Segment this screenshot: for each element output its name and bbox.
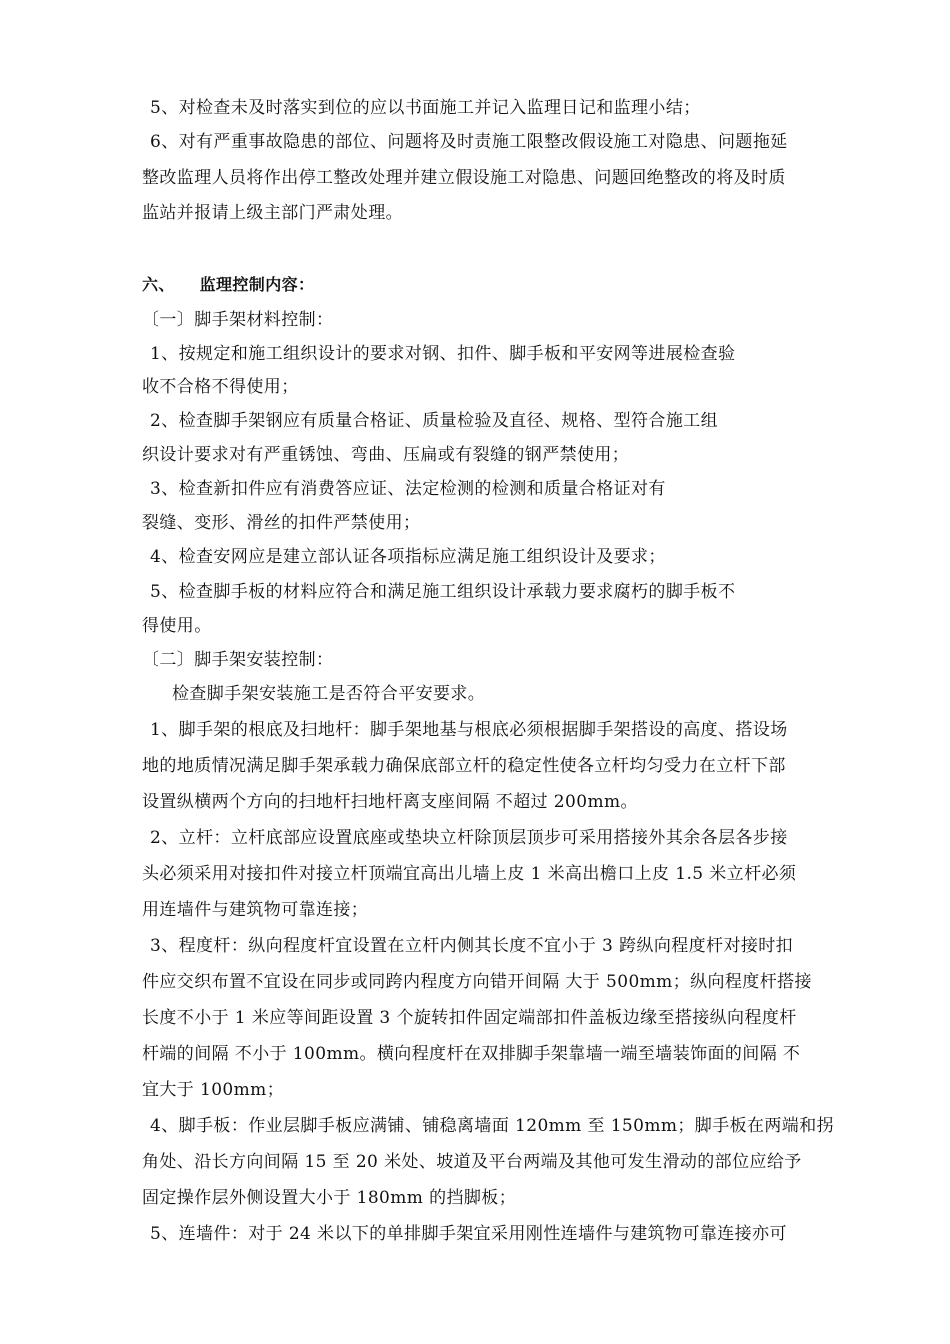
paragraph-line: 头必须采用对接扣件对接立杆顶端宜高出儿墙上皮 1 米高出檐口上皮 1.5 米立杆必须: [142, 864, 797, 884]
paragraph-line: 设置纵横两个方向的扫地杆扫地杆离支座间隔 不超过 200mm。: [142, 792, 638, 812]
paragraph-line: 1、脚手架的根底及扫地杆：脚手架地基与根底必须根据脚手架搭设的高度、搭设场: [150, 720, 788, 740]
paragraph-line: 2、立杆：立杆底部应设置底座或垫块立杆除顶层顶步可采用搭接外其余各层各步接: [150, 828, 788, 848]
paragraph-line: 1、按规定和施工组织设计的要求对钢、扣件、脚手板和平安网等进展检查验: [150, 344, 736, 364]
section-heading: 六、 监理控制内容：: [142, 275, 315, 294]
paragraph-line: 4、脚手板：作业层脚手板应满铺、铺稳离墙面 120mm 至 150mm；脚手板在两端和拐: [150, 1116, 835, 1136]
paragraph-line: 2、检查脚手架钢应有质量合格证、质量检验及直径、规格、型符合施工组: [150, 411, 719, 431]
paragraph-line: 地的地质情况满足脚手架承载力确保底部立杆的稳定性使各立杆均匀受力在立杆下部: [142, 756, 786, 776]
paragraph-line: 用连墙件与建筑物可靠连接；: [142, 900, 369, 920]
paragraph-line: 收不合格不得使用；: [142, 377, 299, 397]
paragraph-line: 裂缝、变形、滑丝的扣件严禁使用；: [142, 513, 421, 533]
paragraph-line: 织设计要求对有严重锈蚀、弯曲、压扁或有裂缝的钢严禁使用；: [142, 445, 630, 465]
paragraph-line: 固定操作层外侧设置大小于 180mm 的挡脚板；: [142, 1188, 517, 1208]
paragraph-line: 3、程度杆：纵向程度杆宜设置在立杆内侧其长度不宜小于 3 跨纵向程度杆对接时扣: [150, 936, 794, 956]
paragraph-line: 宜大于 100mm；: [142, 1080, 285, 1100]
paragraph-line: 件应交织布置不宜设在同步或同跨内程度方向错开间隔 大于 500mm；纵向程度杆搭接: [142, 972, 812, 992]
paragraph-line: 5、连墙件：对于 24 米以下的单排脚手架宜采用刚性连墙件与建筑物可靠连接亦可: [150, 1224, 787, 1244]
paragraph-line: 得使用。: [142, 616, 212, 636]
paragraph-line: 监站并报请上级主部门严肃处理。: [142, 203, 403, 223]
paragraph-line: 5、检查脚手板的材料应符合和满足施工组织设计承载力要求腐朽的脚手板不: [150, 582, 736, 602]
paragraph-line: 长度不小于 1 米应等间距设置 3 个旋转扣件固定端部扣件盖板边缘至搭接纵向程度杆: [142, 1008, 797, 1028]
paragraph-line: 角处、沿长方向间隔 15 至 20 米处、坡道及平台两端及其他可发生滑动的部位应给予: [142, 1152, 802, 1172]
paragraph-line: 4、检查安网应是建立部认证各项指标应满足施工组织设计及要求；: [150, 547, 666, 567]
paragraph-line: 整改监理人员将作出停工整改处理并建立假设施工对隐患、问题回绝整改的将及时质: [142, 168, 786, 188]
paragraph-line: 3、检查新扣件应有消费答应证、法定检测的检测和质量合格证对有: [150, 479, 666, 499]
subsection-heading: 〔一〕脚手架材料控制：: [142, 310, 334, 330]
paragraph-line: 杆端的间隔 不小于 100mm。横向程度杆在双排脚手架靠墙一端至墙装饰面的间隔 不: [142, 1044, 801, 1064]
paragraph-line: 6、对有严重事故隐患的部位、问题将及时责施工限整改假设施工对隐患、问题拖延: [150, 132, 788, 152]
paragraph-line: 检查脚手架安装施工是否符合平安要求。: [172, 684, 486, 704]
paragraph-line: 5、对检查未及时落实到位的应以书面施工并记入监理日记和监理小结；: [150, 98, 701, 118]
subsection-heading: 〔二〕脚手架安装控制：: [142, 650, 334, 670]
